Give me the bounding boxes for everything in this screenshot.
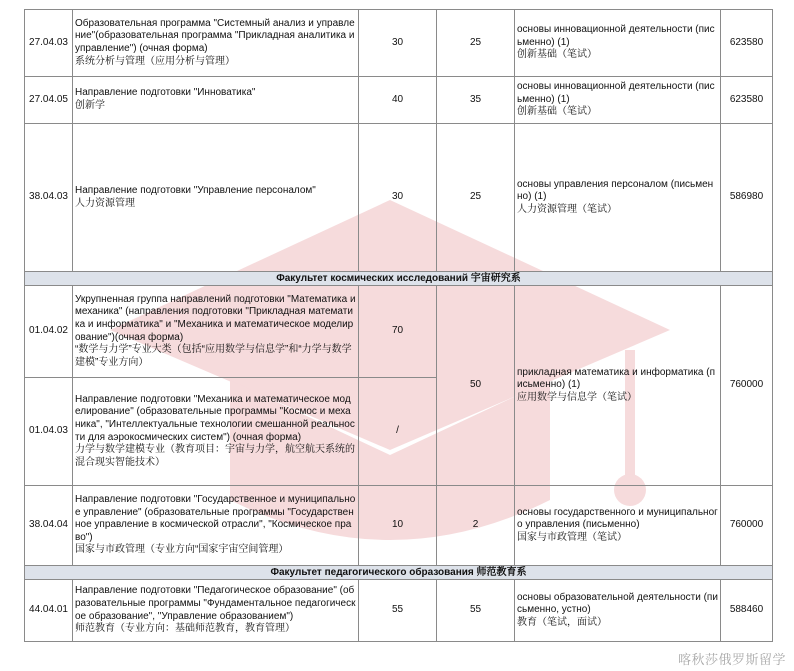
- exam-name: прикладная математика и информатика (письменно) (1): [517, 366, 716, 391]
- price-value: 623580: [721, 10, 773, 77]
- table-row: [25, 286, 773, 378]
- corner-watermark-text: 喀秋莎俄罗斯留学: [677, 653, 786, 668]
- exam-name-cn: 国家与市政管理（笔试）: [517, 531, 627, 543]
- program-code: 01.04.03: [25, 378, 73, 486]
- program-cell: [73, 77, 359, 124]
- program-table: [24, 9, 773, 642]
- exam-name: основы образовательной деятельности (письменно, устно): [517, 591, 718, 616]
- col3-value: /: [359, 378, 437, 486]
- col4-value: 2: [437, 486, 515, 566]
- faculty-title: Факультет педагогического образования 师范教育系: [25, 566, 773, 580]
- exam-cell: [515, 286, 721, 486]
- program-code: 44.04.01: [25, 580, 73, 642]
- program-code: 38.04.04: [25, 486, 73, 566]
- program-name: Направление подготовки "Механика и математическое моделирование" (образовательные программы "Космос и механика", "Интеллектуальные технологии смешанной реальности для аэрокосмических систем") (очная форма): [75, 393, 355, 443]
- price-value: 586980: [721, 124, 773, 272]
- program-cell: [73, 580, 359, 642]
- price-value: 760000: [721, 286, 773, 486]
- exam-cell: [515, 580, 721, 642]
- program-name: Образовательная программа "Системный анализ и управление"(образовательная программа "Прикладная аналитика и управление") (очная форма): [75, 17, 355, 54]
- exam-name: основы инновационной деятельности (письменно) (1): [517, 81, 715, 105]
- price-value: 760000: [721, 486, 773, 566]
- col4-value: 55: [437, 580, 515, 642]
- program-code: 01.04.02: [25, 286, 73, 378]
- exam-name-cn: 教育（笔试，面试）: [517, 616, 607, 628]
- table-row: [25, 486, 773, 566]
- program-cell: [73, 378, 359, 486]
- program-name-cn: 系统分析与管理（应用分析与管理）: [75, 55, 235, 67]
- exam-name-cn: 人力资源管理（笔试）: [517, 203, 617, 215]
- exam-name: основы государственного и муниципального управления (письменно): [517, 506, 718, 531]
- table-row: [25, 77, 773, 124]
- program-cell: [73, 286, 359, 378]
- col3-value: 70: [359, 286, 437, 378]
- col3-value: 10: [359, 486, 437, 566]
- program-name: Укрупненная группа направлений подготовки "Математика и механика" (направления подготовки "Прикладная математика и информатика" и "Механика и математическое моделирование")(очная форма): [75, 293, 356, 343]
- program-name: Направление подготовки "Инноватика": [75, 87, 256, 99]
- exam-name-cn: 创新基础（笔试）: [517, 49, 597, 61]
- program-name: Направление подготовки "Государственное и муниципальное управление" (образовательные программы "Государственное управление в космической отрасли", "Космическое право"): [75, 494, 356, 543]
- program-name-cn: 师范教育（专业方向：基础师范教育，教育管理）: [75, 623, 295, 635]
- price-value: 623580: [721, 77, 773, 124]
- exam-name: основы управления персоналом (письменно) (1): [517, 178, 714, 203]
- program-cell: [73, 10, 359, 77]
- program-code: 27.04.05: [25, 77, 73, 124]
- table-row: [25, 580, 773, 642]
- exam-name-cn: 应用数学与信息学（笔试）: [517, 391, 637, 403]
- table-row: [25, 124, 773, 272]
- price-value: 588460: [721, 580, 773, 642]
- col3-value: 40: [359, 77, 437, 124]
- program-name: Направление подготовки "Управление персоналом": [75, 184, 316, 196]
- exam-name-cn: 创新基础（笔试）: [517, 106, 597, 118]
- program-cell: [73, 486, 359, 566]
- program-name: Направление подготовки "Педагогическое образование" (образовательные программы "Фундаментальное педагогическое образование", "Управление образованием"): [75, 585, 356, 622]
- faculty-title: Факультет космических исследований 宇宙研究系: [25, 272, 773, 286]
- exam-cell: [515, 10, 721, 77]
- col4-value: 25: [437, 124, 515, 272]
- faculty-header-row: [25, 566, 773, 580]
- col4-value: 35: [437, 77, 515, 124]
- faculty-header-row: [25, 272, 773, 286]
- program-code: 38.04.03: [25, 124, 73, 272]
- program-name-cn: 人力资源管理: [75, 197, 135, 209]
- program-code: 27.04.03: [25, 10, 73, 77]
- exam-cell: [515, 486, 721, 566]
- col3-value: 30: [359, 124, 437, 272]
- col4-value: 25: [437, 10, 515, 77]
- col3-value: 55: [359, 580, 437, 642]
- exam-name: основы инновационной деятельности (письменно) (1): [517, 24, 715, 48]
- program-name-cn: 国家与市政管理（专业方向“国家宇宙空间管理）: [75, 544, 289, 556]
- program-name-cn: 创新学: [75, 100, 105, 111]
- exam-cell: [515, 77, 721, 124]
- program-name-cn: 力学与数学建模专业（教育项目：宇宙与力学，航空航天系统的混合现实智能技术）: [75, 444, 355, 468]
- exam-cell: [515, 124, 721, 272]
- table-row: [25, 10, 773, 77]
- col4-value: 50: [437, 286, 515, 486]
- col3-value: 30: [359, 10, 437, 77]
- program-name-cn: “数学与力学”专业大类（包括“应用数学与信息学”和“力学与数学建模”专业方向）: [75, 344, 352, 368]
- program-cell: [73, 124, 359, 272]
